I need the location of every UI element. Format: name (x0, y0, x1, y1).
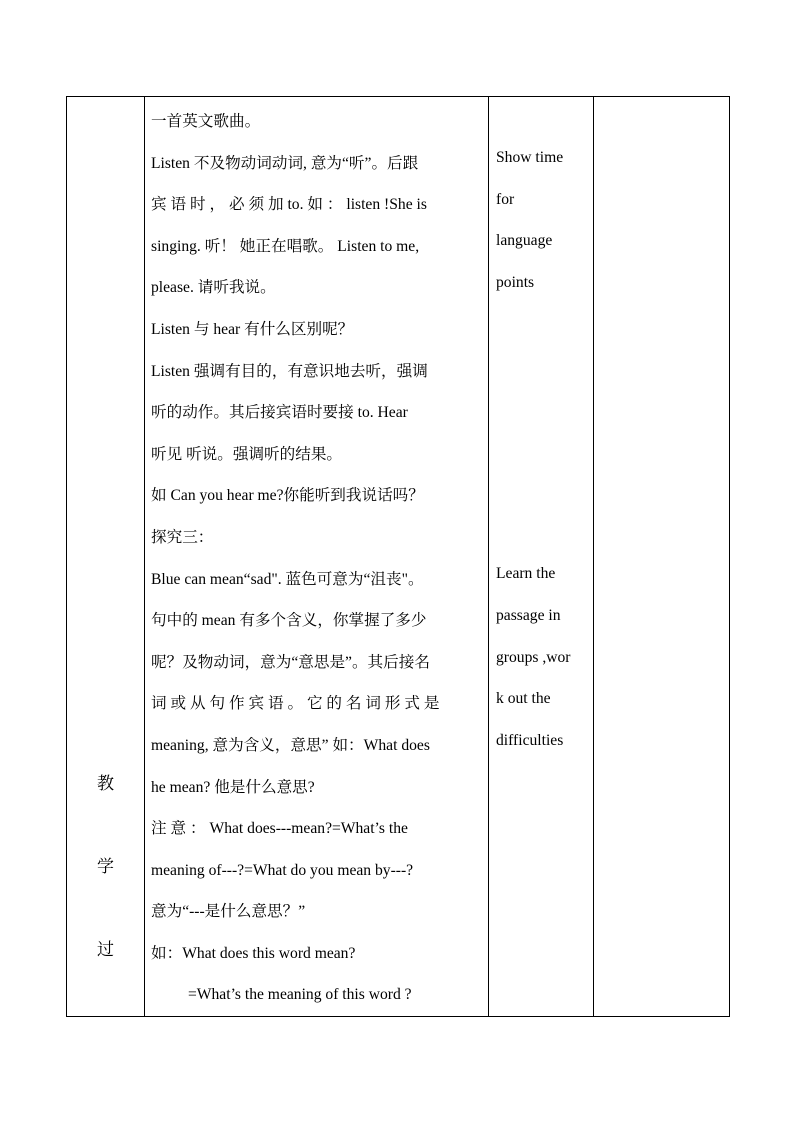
activity-line: passage in (496, 606, 561, 624)
activity-line: language (496, 232, 553, 250)
content-line: meaning, 意为含义，意思” 如：What does (151, 736, 430, 754)
content-line: 一首英文歌曲。 (151, 113, 261, 130)
content-line: meaning of---?=What do you mean by---? (151, 861, 414, 879)
content-line: 探究三： (151, 528, 214, 546)
activity-line: k out the (496, 690, 551, 708)
content-line: 宾 语 时 ， 必 须 加 to. 如 ： listen !She is (151, 196, 427, 214)
content-line: 听的动作。其后接宾语时要接 to. Hear (151, 404, 408, 422)
lesson-plan-table (66, 96, 730, 1017)
stage-char-3: 过 (97, 940, 114, 959)
content-line: Listen 与 hear 有什么区别呢？ (151, 320, 354, 338)
student-activity-cell (489, 97, 594, 1017)
stage-char-2: 学 (97, 857, 114, 876)
content-line: Listen 强调有目的，有意识地去听，强调 (151, 362, 428, 380)
activity-line: Learn the (496, 565, 556, 583)
activity-line: for (496, 190, 515, 208)
content-line: 如：What does this word mean? (151, 944, 356, 962)
activity-line: groups ,wor (496, 648, 571, 666)
content-line: 意为“---是什么意思？” (151, 903, 306, 921)
teaching-content-cell (145, 97, 489, 1017)
activity-line: difficulties (496, 731, 564, 749)
content-line: he mean? 他是什么意思? (151, 778, 315, 796)
content-line: Blue can mean“sad". 蓝色可意为“沮丧"。 (151, 570, 424, 588)
content-line: 如 Can you hear me?你能听到我说话吗？ (151, 487, 424, 505)
content-line: 呢？及物动词，意为“意思是”。其后接名 (151, 653, 430, 671)
content-line: Listen 不及物动词动词, 意为“听”。后跟 (151, 154, 419, 172)
content-line: 注 意 ： What does---mean?=What’s the (151, 820, 408, 838)
content-line: singing. 听！ 她正在唱歌。 Listen to me, (151, 237, 420, 255)
content-line: 句中的 mean 有多个含义，你掌握了多少 (151, 612, 427, 630)
stage-char-1: 教 (97, 774, 114, 793)
activity-line: points (496, 273, 535, 291)
content-line: 听见 听说。强调听的结果。 (151, 445, 343, 463)
activity-block-show-time (496, 137, 587, 303)
activity-line: Show time (496, 149, 564, 166)
content-line: =What’s the meaning of this word ? (188, 986, 412, 1004)
activity-block-learn-passage (496, 553, 587, 761)
content-line: please. 请听我说。 (151, 279, 276, 297)
content-line: 词 或 从 句 作 宾 语 。 它 的 名 词 形 式 是 (151, 695, 440, 713)
teaching-stage-cell (67, 97, 145, 1017)
notes-cell (594, 97, 730, 1017)
